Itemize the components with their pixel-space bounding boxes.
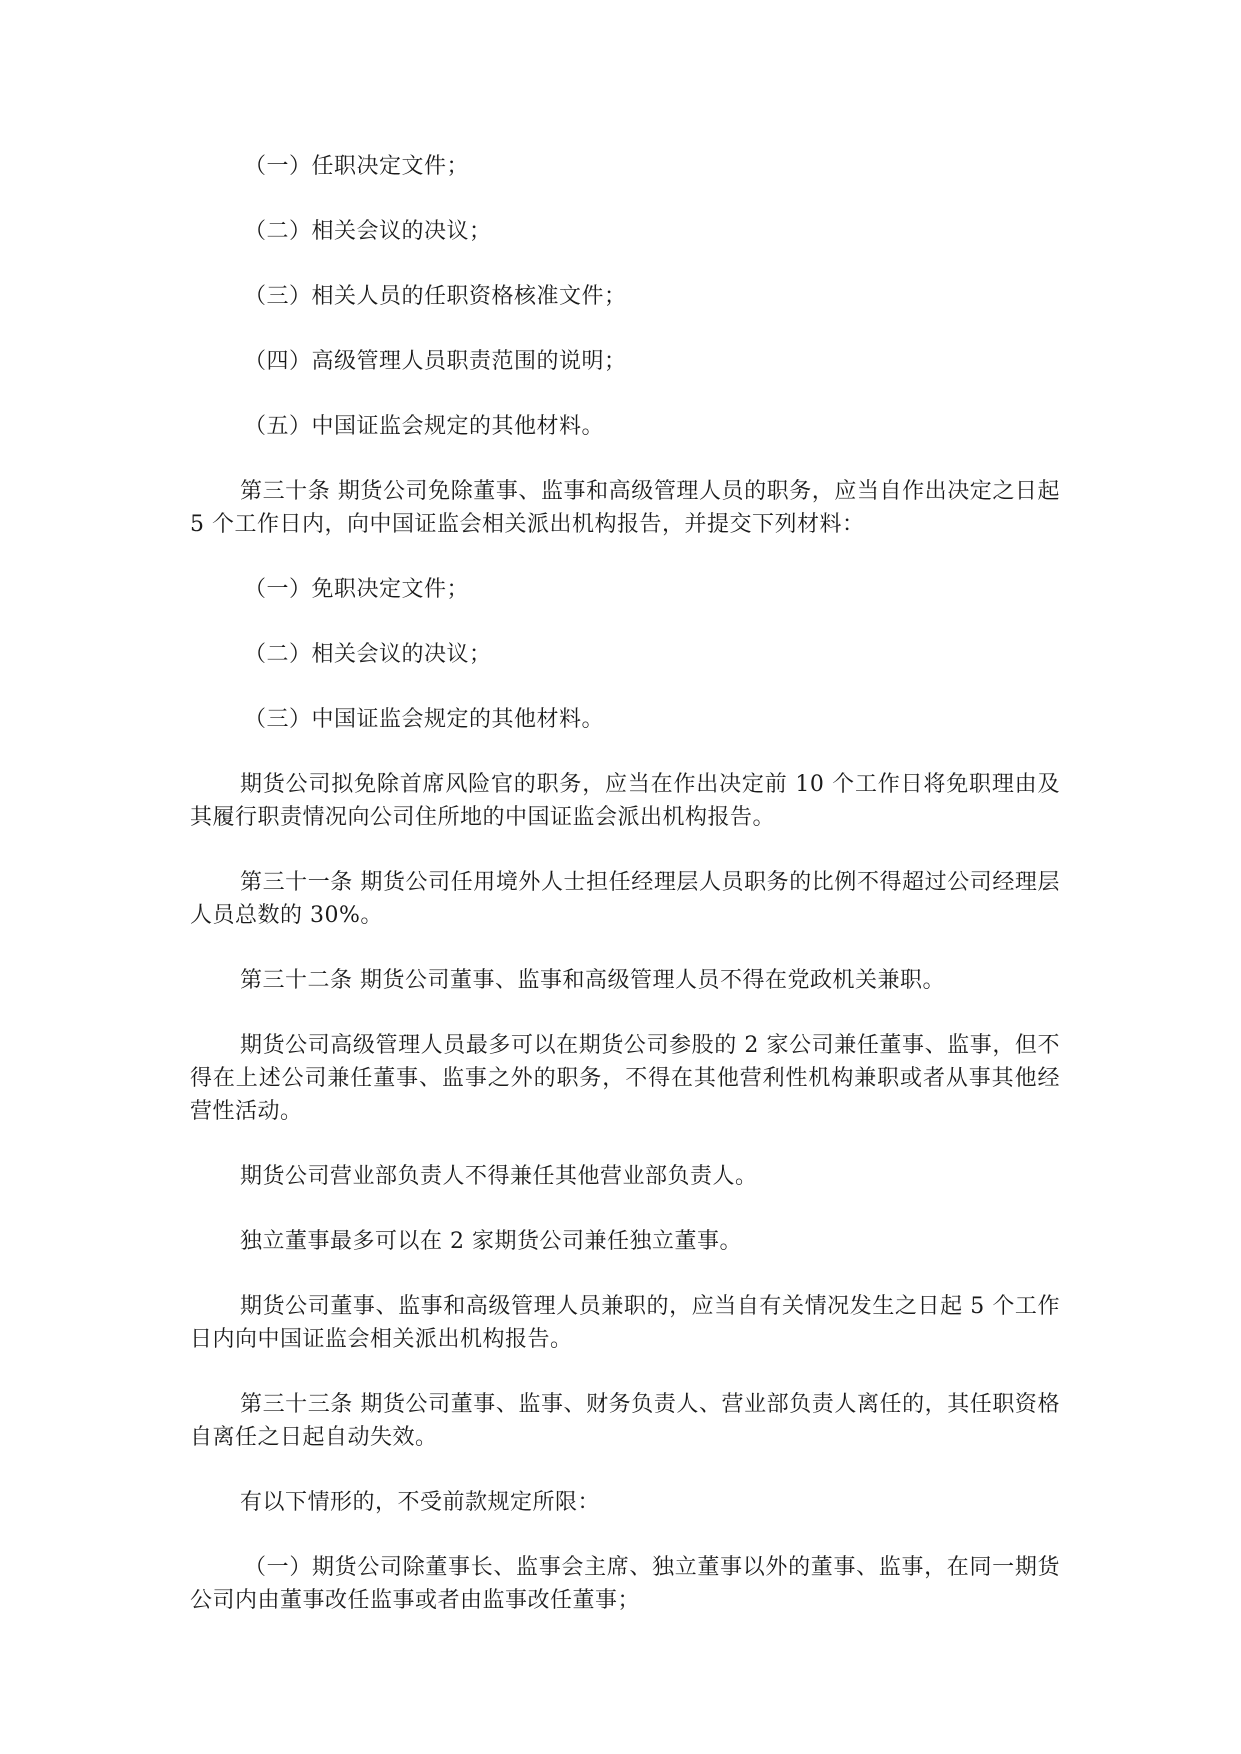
- article-31: 第三十一条 期货公司任用境外人士担任经理层人员职务的比例不得超过公司经理层人员总数的 30%。: [190, 870, 1060, 928]
- article-32: 第三十二条 期货公司董事、监事和高级管理人员不得在党政机关兼职。: [240, 968, 945, 993]
- paragraph-concurrent-posts: 期货公司高级管理人员最多可以在期货公司参股的 2 家公司兼任董事、监事，但不得在上述公司兼任董事、监事之外的职务，不得在其他营利性机构兼职或者从事其他经营性活动。: [190, 1033, 1060, 1124]
- paragraph-independent-director: 独立董事最多可以在 2 家期货公司兼任独立董事。: [240, 1229, 742, 1254]
- list-item-meeting-resolution-2: （二）相关会议的决议；: [244, 642, 492, 667]
- list-item-qualification-approval: （三）相关人员的任职资格核准文件；: [244, 284, 627, 309]
- paragraph-exceptions: 有以下情形的，不受前款规定所限：: [240, 1490, 601, 1515]
- paragraph-chief-risk-officer: 期货公司拟免除首席风险官的职务，应当在作出决定前 10 个工作日将免职理由及其履行职责情况向公司住所地的中国证监会派出机构报告。: [190, 772, 1060, 830]
- list-item-other-materials-2: （三）中国证监会规定的其他材料。: [244, 707, 605, 732]
- article-33: 第三十三条 期货公司董事、监事、财务负责人、营业部负责人离任的，其任职资格自离任之日起自动失效。: [190, 1392, 1060, 1450]
- list-item-meeting-resolution: （二）相关会议的决议；: [244, 219, 492, 244]
- list-item-duty-scope: （四）高级管理人员职责范围的说明；: [244, 349, 627, 374]
- article-30: 第三十条 期货公司免除董事、监事和高级管理人员的职务，应当自作出决定之日起 5 个工作日内，向中国证监会相关派出机构报告，并提交下列材料：: [190, 479, 1060, 537]
- list-item-appointment-decision: （一）任职决定文件；: [244, 154, 470, 179]
- list-item-dismissal-decision: （一）免职决定文件；: [244, 577, 470, 602]
- list-item-other-materials: （五）中国证监会规定的其他材料。: [244, 414, 605, 439]
- paragraph-concurrent-report: 期货公司董事、监事和高级管理人员兼职的，应当自有关情况发生之日起 5 个工作日内向中国证监会相关派出机构报告。: [190, 1294, 1060, 1352]
- paragraph-branch-head: 期货公司营业部负责人不得兼任其他营业部负责人。: [240, 1164, 758, 1189]
- document-body: [190, 150, 1060, 1649]
- list-item-exception-1: （一）期货公司除董事长、监事会主席、独立董事以外的董事、监事，在同一期货公司内由董事改任监事或者由监事改任董事；: [190, 1555, 1060, 1613]
